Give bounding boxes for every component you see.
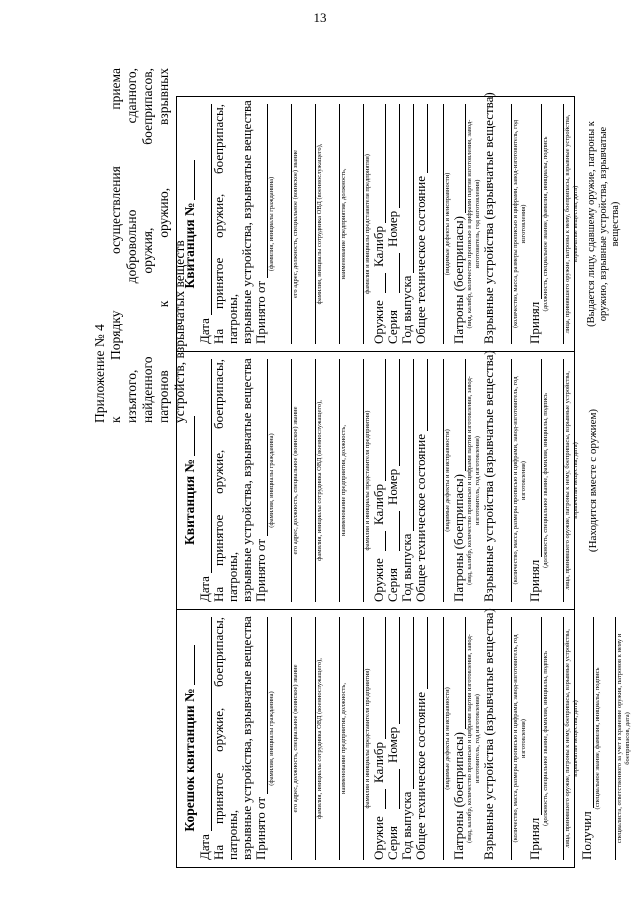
receipt-number-field[interactable] <box>183 416 195 456</box>
receipt-note: (Находится вместе с оружием) <box>587 408 599 553</box>
receipt-copy-caption-cartridges: (вид, калибр, количество прописью и цифрами партия изготовления, завод-изготовитель, год изготовления) <box>466 119 481 329</box>
receipt-copy-title: Квитанция № <box>182 202 197 289</box>
stub-date-label: Дата <box>197 834 212 860</box>
receipt-address-field[interactable] <box>280 359 292 602</box>
stub-items-line-1: На принятое оружие, боеприпасы, патроны, <box>211 617 240 860</box>
stub-caption-enterprise: наименование предприятия, должность, <box>340 683 347 794</box>
stub-caption-officer: фамилия, инициалы сотрудника ОВД (военнослужащего), <box>316 658 323 819</box>
stub-specialist-field[interactable] <box>604 617 616 860</box>
receipt-copy-explosives-label: Взрывные устройства (взрывчатые вещества) <box>481 92 496 344</box>
receipt-cartridges-field[interactable] <box>454 359 466 471</box>
receipt-serialno-field[interactable] <box>388 359 400 466</box>
stub-officer-field[interactable] <box>304 617 316 860</box>
receipt-copy-weapon-field[interactable] <box>374 273 386 293</box>
stub-defects-field[interactable] <box>432 617 444 860</box>
receipt-caption-defects: (видимые дефекты и неисправности) <box>444 429 451 532</box>
receipt-from-label: Принято от <box>253 538 268 602</box>
receipt-caption-cartridges: (вид, калибр, количество прописью и цифрами партия изготовления, завод-изготовитель, год изготовления) <box>466 376 481 585</box>
receipt-copy-condition-field[interactable] <box>416 104 428 173</box>
receipt-copy-caption-officer: фамилия, инициалы сотрудника ОВД (военнослужащего), <box>316 143 323 305</box>
stub-condition-label: Общее техническое состояние <box>413 691 428 860</box>
receipt-defects-field[interactable] <box>432 359 444 602</box>
receipt-column <box>177 350 599 609</box>
receipt-copy-explosives-field[interactable] <box>500 104 512 344</box>
receipt-copy-caption-accepted: (должность, специальное звание, фамилия, инициалы, подпись <box>542 136 549 312</box>
receipt-copy-note: (Выдается лицу, сдавшему оружие, патроны к оружию, взрывные устройства, взрывчатые вещества) <box>586 121 621 327</box>
receipt-copy-caption-explosives: (количество, масса, размеры прописью и цифрами, завод-изготовитель, год изготовления) <box>512 119 527 329</box>
receipt-copy-items-line-2: взрывные устройства, взрывчатые вещества <box>239 100 254 344</box>
receipt-copy-from-label: Принято от <box>253 280 268 344</box>
appendix-line: устройств, взрывчатых веществ <box>172 240 187 423</box>
receipt-caption-rep: фамилия и инициалы представителя предприятия) <box>364 410 371 551</box>
receipt-weapon-label: Оружие <box>371 558 386 602</box>
receipt-officer-field[interactable] <box>304 359 316 602</box>
receipt-copy-number-label: Номер <box>385 210 400 247</box>
stub-accepted-field[interactable] <box>530 617 542 815</box>
stub-caption-received: (специальное звание, фамилия, инициалы, подпись <box>594 667 601 810</box>
receipt-stub-column <box>177 608 631 867</box>
stub-caption-cartridges: (вид, калибр, количество прописью и цифрами партия изготовления, завод-изготовитель, год изготовления) <box>466 634 481 843</box>
stub-caption-address: его адрес, должность, специальное (воинское) звание <box>292 664 299 813</box>
stub-weapon-label: Оружие <box>371 816 386 860</box>
receipt-copy-cartridges-field[interactable] <box>454 104 466 213</box>
appendix-line: Приложение № 4 <box>92 324 107 423</box>
receipt-copy-caption-rep: фамилия и инициалы представителя предприятия) <box>364 154 371 294</box>
receipt-condition-label: Общее техническое состояние <box>413 433 428 602</box>
receipt-copy-person-field[interactable] <box>552 104 564 344</box>
receipt-cartridges-label: Патроны (боеприпасы) <box>451 474 466 602</box>
receipt-caption-accepted: (должность, специальное звание, фамилия, инициалы, подпись <box>542 393 549 568</box>
receipt-copy-defects-field[interactable] <box>432 104 444 344</box>
stub-from-field[interactable] <box>256 617 268 794</box>
stub-caption-explosives: (количество, масса, размеры прописью и цифрами, завод-изготовитель, год изготовления) <box>512 634 527 843</box>
receipt-copy-accepted-field[interactable] <box>530 104 542 299</box>
receipt-copy-rep-field[interactable] <box>352 104 364 344</box>
stub-number-label: Номер <box>385 726 400 763</box>
receipt-number-label: Номер <box>385 468 400 505</box>
appendix-line: найденного оружия, боеприпасов, <box>140 68 155 423</box>
stub-caliber-field[interactable] <box>374 617 386 739</box>
receipt-items-line-2: взрывные устройства, взрывчатые вещества <box>239 358 254 602</box>
stub-cartridges-field[interactable] <box>454 617 466 729</box>
receipt-copy-enterprise-field[interactable] <box>328 104 340 344</box>
receipt-caption-enterprise: наименование предприятия, должность, <box>340 425 347 536</box>
receipt-copy-caption-enterprise: наименование предприятия, должность, <box>340 168 347 280</box>
appendix-line: патронов к оружию, взрывных <box>156 68 171 423</box>
stub-caption-accepted: (должность, специальное звание, фамилия, инициалы, подпись <box>542 651 549 826</box>
stub-caption-rep: фамилия и инициалы представителя предприятия) <box>364 668 371 809</box>
receipt-explosives-label: Взрывные устройства (взрывчатые вещества) <box>481 350 496 602</box>
receipt-title: Квитанция № <box>182 459 197 545</box>
receipt-caption-address: его адрес, должность, специальное (воинское) звание <box>292 406 299 555</box>
receipt-copy-condition-label: Общее техническое состояние <box>413 175 428 344</box>
receipt-copy-caption-address: его адрес, должность, специальное (воинское) звание <box>292 150 299 298</box>
receipt-caption-officer: фамилия, инициалы сотрудника ОВД (военнослужащего), <box>316 400 323 561</box>
stub-number-field[interactable] <box>183 645 195 685</box>
receipt-copy-weapon-label: Оружие <box>371 300 386 344</box>
receipt-copy-caption-defects: (видимые дефекты и неисправности) <box>444 172 451 276</box>
stub-explosives-field[interactable] <box>500 617 512 860</box>
stub-serialno-field[interactable] <box>388 617 400 724</box>
receipt-enterprise-field[interactable] <box>328 359 340 602</box>
receipt-date-label: Дата <box>197 576 212 602</box>
receipt-items-line-1: На принятое оружие, боеприпасы, патроны, <box>211 359 240 602</box>
receipt-copy-serialno-field[interactable] <box>388 104 400 208</box>
stub-rep-field[interactable] <box>352 617 364 860</box>
receipt-copy-address-field[interactable] <box>280 104 292 344</box>
receipt-year-label: Год выпуска <box>399 533 414 602</box>
receipt-caliber-label: Калибр <box>371 484 386 525</box>
stub-accepted-label: Принял <box>527 817 542 860</box>
receipt-rep-field[interactable] <box>352 359 364 602</box>
stub-cartridges-label: Патроны (боеприпасы) <box>451 732 466 860</box>
appendix-line: к Порядку осуществления приема <box>108 68 123 423</box>
receipt-copy-officer-field[interactable] <box>304 104 316 344</box>
page-number: 13 <box>313 10 327 25</box>
stub-explosives-label: Взрывные устройства (взрывчатые вещества) <box>481 608 496 860</box>
receipt-accepted-field[interactable] <box>530 359 542 557</box>
receipt-explosives-field[interactable] <box>500 359 512 602</box>
receipt-from-field[interactable] <box>256 359 268 536</box>
receipt-caption-explosives: (количество, масса, размеры прописью и цифрами, завод-изготовитель, год изготовления) <box>512 376 527 585</box>
stub-year-label: Год выпуска <box>399 791 414 860</box>
stub-caption-specialist: специалиста, ответственного за учет и хранение оружия, патронов к нему и боеприпасов, дата) <box>616 633 631 844</box>
stub-address-field[interactable] <box>280 617 292 860</box>
stub-enterprise-field[interactable] <box>328 617 340 860</box>
stub-person-field[interactable] <box>552 617 564 860</box>
stub-weapon-field[interactable] <box>374 789 386 809</box>
stub-caption-person: лица, принявшего оружие, патроны к нему, боеприпасы, взрывные устройства, взрывчатые вещества, дата) <box>564 629 579 848</box>
stub-caliber-label: Калибр <box>371 742 386 783</box>
receipt-condition-field[interactable] <box>416 359 428 431</box>
receipt-copy-caption-name: (фамилия, инициалы гражданина) <box>268 176 275 272</box>
receipt-caption-name: (фамилия, инициалы гражданина) <box>268 433 275 528</box>
receipt-person-field[interactable] <box>552 359 564 602</box>
appendix-line: изъятого, добровольно сданного, <box>124 68 139 423</box>
receipt-copy-from-field[interactable] <box>256 104 268 278</box>
receipt-copy-number-field[interactable] <box>183 160 195 200</box>
receipt-copy-year-label: Год выпуска <box>399 275 414 344</box>
receipt-copy-date-label: Дата <box>197 318 212 344</box>
receipt-accepted-label: Принял <box>527 559 542 602</box>
stub-caption-name: (фамилия, инициалы гражданина) <box>268 691 275 786</box>
stub-series-label: Серия <box>385 825 400 860</box>
receipt-copy-column <box>177 92 621 351</box>
receipt-copy-items-line-1: На принятое оружие, боеприпасы, патроны, <box>211 104 240 344</box>
stub-received-field[interactable] <box>582 617 594 808</box>
stub-received-label: Получил <box>579 811 594 860</box>
stub-title: Корешок квитанции № <box>182 688 197 832</box>
receipt-weapon-field[interactable] <box>374 531 386 551</box>
stub-caption-defects: (видимые дефекты и неисправности) <box>444 687 451 790</box>
receipt-copy-cartridges-label: Патроны (боеприпасы) <box>451 216 466 344</box>
stub-from-label: Принято от <box>253 796 268 860</box>
rotated-page-content <box>92 68 631 868</box>
stub-items-line-2: взрывные устройства, взрывчатые вещества <box>239 616 254 860</box>
appendix-heading <box>92 68 188 423</box>
receipt-caption-person: лица, принявшего оружие, патроны к нему, боеприпасы, взрывные устройства, взрывчатые вещества, дата) <box>564 371 579 590</box>
receipt-copy-accepted-label: Принял <box>527 301 542 344</box>
receipt-copy-series-label: Серия <box>385 309 400 344</box>
receipt-copy-caliber-field[interactable] <box>374 104 386 223</box>
receipt-caliber-field[interactable] <box>374 359 386 481</box>
receipt-copy-caliber-label: Калибр <box>371 226 386 267</box>
receipt-form-table <box>176 92 631 868</box>
stub-condition-field[interactable] <box>416 617 428 689</box>
receipt-copy-caption-person: лица, принявшего оружие, патроны к нему, боеприпасы, взрывные устройства, взрывчатые вещества, дата) <box>564 114 579 334</box>
receipt-series-label: Серия <box>385 567 400 602</box>
